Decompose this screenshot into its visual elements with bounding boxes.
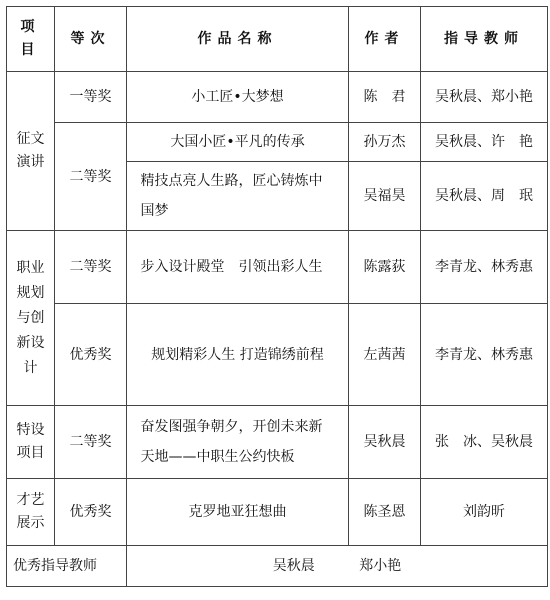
level-cell: 一等奖 [55,72,127,123]
author-cell: 孙万杰 [349,123,421,162]
teacher-cell: 刘韵昕 [421,479,548,546]
table-row [7,123,548,162]
work-cell: 大国小匠•平凡的传承 [127,123,349,162]
work-cell: 小工匠•大梦想 [127,72,349,123]
table-row [7,304,548,406]
teacher-cell: 吴秋晨、许 艳 [421,123,548,162]
teacher-cell: 李青龙、林秀惠 [421,231,548,304]
footer-row [7,546,548,587]
header-project: 项目 [7,7,55,72]
work-cell: 克罗地亚狂想曲 [127,479,349,546]
table-row [7,479,548,546]
work-cell: 精技点亮人生路，匠心铸炼中国梦 [127,162,349,231]
project-cell: 职业规划与创新设计 [7,231,55,406]
teacher-cell: 李青龙、林秀惠 [421,304,548,406]
awards-table [6,6,548,587]
header-author: 作者 [349,7,421,72]
header-level: 等次 [55,7,127,72]
table-row [7,406,548,479]
teacher-cell: 吴秋晨、郑小艳 [421,72,548,123]
table-row [7,231,548,304]
author-cell: 陈圣恩 [349,479,421,546]
teacher-name: 吴秋晨 [272,558,315,574]
header-work: 作品名称 [127,7,349,72]
teacher-name: 郑小艳 [359,558,402,574]
teacher-cell: 张 冰、吴秋晨 [421,406,548,479]
teacher-cell: 吴秋晨、周 珉 [421,162,548,231]
project-cell: 才艺展示 [7,479,55,546]
level-cell: 优秀奖 [55,479,127,546]
work-cell: 规划精彩人生 打造锦绣前程 [127,304,349,406]
project-cell: 征文演讲 [7,72,55,231]
header-teacher: 指导教师 [421,7,548,72]
work-cell: 步入设计殿堂 引领出彩人生 [127,231,349,304]
level-cell: 二等奖 [55,406,127,479]
author-cell: 吴福昊 [349,162,421,231]
table-header-row [7,7,548,72]
footer-label: 优秀指导教师 [7,546,127,587]
work-cell: 奋发图强争朝夕，开创未来新天地——中职生公约快板 [127,406,349,479]
table-row [7,72,548,123]
level-cell: 二等奖 [55,231,127,304]
author-cell: 吴秋晨 [349,406,421,479]
footer-teachers [127,546,548,587]
project-cell: 特设项目 [7,406,55,479]
author-cell: 左茜茜 [349,304,421,406]
author-cell: 陈 君 [349,72,421,123]
level-cell: 二等奖 [55,123,127,231]
author-cell: 陈露荻 [349,231,421,304]
level-cell: 优秀奖 [55,304,127,406]
